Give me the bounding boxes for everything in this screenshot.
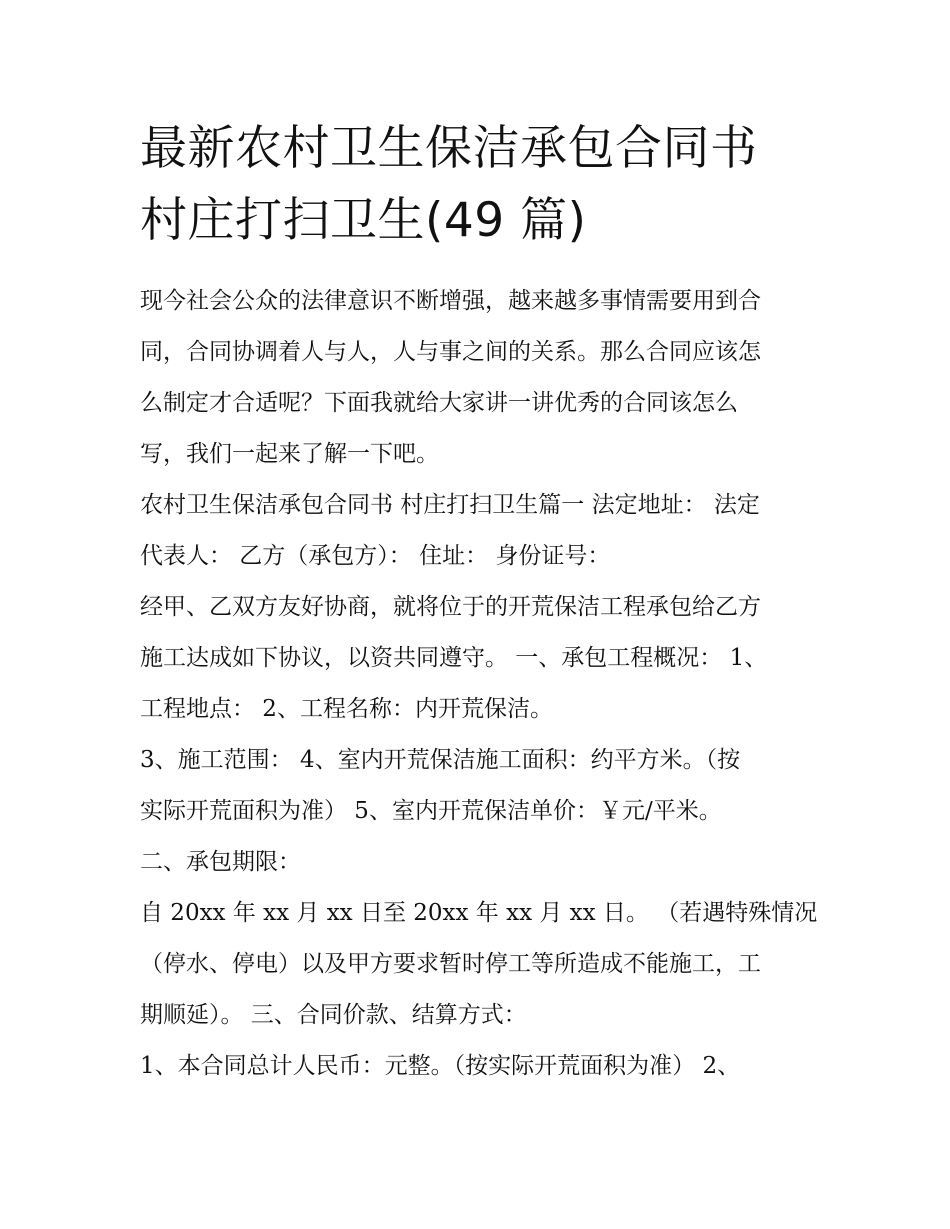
body-line: 1、本合同总计人民币：元整。（按实际开荒面积为准） 2、	[140, 1053, 741, 1079]
body-line: 实际开荒面积为准） 5、室内开荒保洁单价：￥元/平米。	[140, 798, 722, 824]
body-line: 农村卫生保洁承包合同书 村庄打扫卫生篇一 法定地址： 法定	[140, 492, 760, 518]
body-line: 写，我们一起来了解一下吧。	[140, 441, 439, 467]
document-title	[140, 113, 840, 257]
document-body	[140, 280, 830, 1096]
body-line: 么制定才合适呢？下面我就给大家讲一讲优秀的合同该怎么	[140, 390, 738, 416]
body-line: 工程地点： 2、工程名称：内开荒保洁。	[140, 696, 553, 722]
body-line: 期顺延）。 三、合同价款、结算方式：	[140, 1002, 527, 1028]
body-line: 现今社会公众的法律意识不断增强，越来越多事情需要用到合	[140, 288, 761, 314]
title-line-1: 最新农村卫生保洁承包合同书	[140, 121, 758, 176]
body-line: （停水、停电）以及甲方要求暂时停工等所造成不能施工，工	[140, 951, 761, 977]
body-line: 3、施工范围： 4、室内开荒保洁施工面积：约平方米。（按	[140, 747, 741, 773]
body-line: 二、承包期限：	[140, 849, 301, 875]
body-line: 施工达成如下协议，以资共同遵守。 一、承包工程概况： 1、	[140, 645, 768, 671]
body-line: 自 20xx 年 xx 月 xx 日至 20xx 年 xx 月 xx 日。 （若遇特殊情况	[140, 900, 818, 926]
body-line: 经甲、乙双方友好协商，就将位于的开荒保洁工程承包给乙方	[140, 594, 761, 620]
body-line: 同，合同协调着人与人，人与事之间的关系。那么合同应该怎	[140, 339, 761, 365]
title-line-2: 村庄打扫卫生(49 篇)	[140, 193, 587, 248]
body-line: 代表人： 乙方（承包方）： 住址： 身份证号：	[140, 543, 611, 569]
